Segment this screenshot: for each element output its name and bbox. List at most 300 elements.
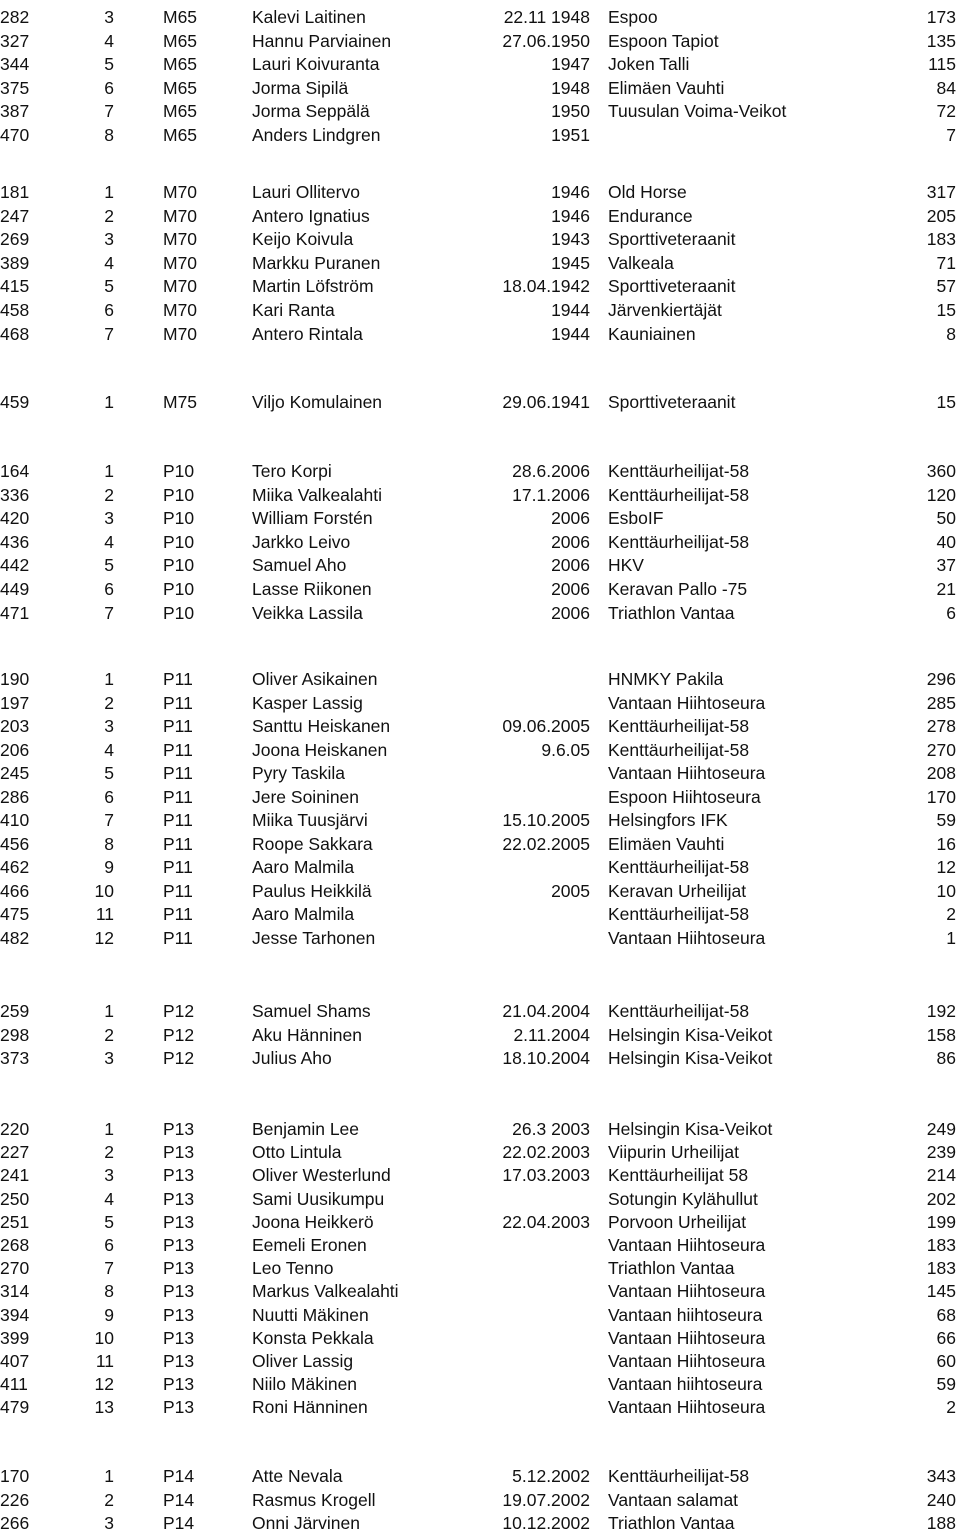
athlete-name: Lasse Riikonen bbox=[252, 579, 372, 599]
placement: 11 bbox=[95, 1351, 114, 1371]
placement: 4 bbox=[104, 30, 114, 51]
result-row bbox=[0, 77, 960, 99]
competitor-number: 282 bbox=[0, 7, 30, 27]
athlete-name: Onni Järvinen bbox=[252, 1513, 360, 1534]
age-class: M65 bbox=[163, 125, 198, 145]
club-name: Kenttäurheilijat-58 bbox=[608, 857, 750, 877]
placement: 6 bbox=[104, 786, 114, 807]
club-name: Vantaan hiihtoseura bbox=[608, 1374, 763, 1395]
birth-date: 19.07.2002 bbox=[502, 1489, 590, 1510]
athlete-name: Aku Hänninen bbox=[252, 1024, 362, 1045]
points: 57 bbox=[936, 276, 956, 297]
result-row bbox=[0, 1304, 960, 1326]
competitor-number: 270 bbox=[0, 1258, 30, 1279]
points: 40 bbox=[936, 531, 956, 552]
club-name: Triathlon Vantaa bbox=[608, 1513, 735, 1534]
placement: 13 bbox=[94, 1397, 114, 1418]
athlete-name: Aaro Malmila bbox=[252, 857, 355, 877]
birth-date: 2006 bbox=[551, 531, 590, 552]
competitor-number: 468 bbox=[0, 323, 30, 344]
club-name: Vantaan Hiihtoseura bbox=[608, 763, 766, 783]
club-name: Triathlon Vantaa bbox=[608, 602, 735, 623]
points: 84 bbox=[936, 77, 956, 98]
age-class: P10 bbox=[163, 461, 195, 481]
points: 199 bbox=[926, 1211, 956, 1232]
athlete-name: Atte Nevala bbox=[252, 1466, 343, 1486]
age-class: P10 bbox=[163, 555, 195, 576]
birth-date: 28.6.2006 bbox=[512, 461, 590, 481]
athlete-name: Oliver Asikainen bbox=[252, 669, 378, 689]
club-name: Kenttäurheilijat 58 bbox=[608, 1165, 749, 1186]
points: 183 bbox=[926, 1235, 956, 1255]
age-class: P13 bbox=[163, 1258, 195, 1279]
placement: 4 bbox=[104, 1188, 114, 1209]
club-name: Vantaan Hiihtoseura bbox=[608, 1397, 766, 1418]
points: 72 bbox=[936, 101, 956, 122]
age-class: P13 bbox=[163, 1119, 195, 1139]
result-row bbox=[0, 856, 960, 878]
age-class: M75 bbox=[163, 392, 198, 412]
competitor-number: 389 bbox=[0, 252, 30, 273]
birth-date: 22.04.2003 bbox=[502, 1211, 590, 1232]
competitor-number: 286 bbox=[0, 786, 30, 807]
placement: 7 bbox=[104, 101, 114, 122]
athlete-name: Samuel Shams bbox=[252, 1001, 371, 1021]
age-class: M70 bbox=[163, 300, 198, 320]
points: 21 bbox=[936, 579, 956, 599]
competitor-number: 479 bbox=[0, 1397, 30, 1418]
athlete-name: Julius Aho bbox=[252, 1048, 332, 1069]
athlete-name: Leo Tenno bbox=[252, 1258, 334, 1279]
club-name: Sporttiveteraanit bbox=[608, 392, 736, 412]
athlete-name: Lauri Ollitervo bbox=[252, 182, 360, 202]
points: 173 bbox=[926, 7, 956, 27]
points: 208 bbox=[926, 763, 956, 783]
athlete-name: Jere Soininen bbox=[252, 786, 360, 807]
result-row bbox=[0, 124, 960, 146]
competitor-number: 375 bbox=[0, 77, 30, 98]
club-name: Kenttäurheilijat-58 bbox=[608, 461, 750, 481]
age-class: P12 bbox=[163, 1024, 195, 1045]
result-row bbox=[0, 1465, 960, 1487]
club-name: Porvoon Urheilijat bbox=[608, 1211, 747, 1232]
athlete-name: Jesse Tarhonen bbox=[252, 927, 376, 948]
placement: 3 bbox=[104, 1513, 114, 1534]
age-class: M70 bbox=[163, 205, 198, 226]
points: 183 bbox=[926, 229, 956, 250]
club-name: Kenttäurheilijat-58 bbox=[608, 484, 750, 505]
placement: 4 bbox=[104, 739, 114, 760]
placement: 2 bbox=[104, 1024, 114, 1045]
result-row bbox=[0, 484, 960, 506]
result-row bbox=[0, 1164, 960, 1186]
result-row bbox=[0, 323, 960, 345]
birth-date: 2006 bbox=[551, 555, 590, 576]
athlete-name: Paulus Heikkilä bbox=[252, 880, 372, 901]
points: 7 bbox=[946, 125, 956, 145]
birth-date: 29.06.1941 bbox=[502, 392, 590, 412]
competitor-number: 197 bbox=[0, 692, 30, 713]
athlete-name: Kari Ranta bbox=[252, 300, 335, 320]
result-row bbox=[0, 927, 960, 949]
points: 16 bbox=[936, 833, 956, 854]
points: 37 bbox=[936, 555, 956, 576]
points: 158 bbox=[926, 1024, 956, 1045]
age-class: P13 bbox=[163, 1397, 195, 1418]
club-name: Kenttäurheilijat-58 bbox=[608, 904, 750, 924]
placement: 12 bbox=[94, 1374, 114, 1395]
points: 135 bbox=[926, 30, 956, 51]
age-class: P11 bbox=[163, 763, 193, 783]
competitor-number: 327 bbox=[0, 30, 30, 51]
competitor-number: 226 bbox=[0, 1489, 30, 1510]
age-class: P11 bbox=[163, 786, 193, 807]
age-class: P11 bbox=[163, 927, 193, 948]
result-row bbox=[0, 460, 960, 482]
points: 239 bbox=[926, 1142, 956, 1163]
points: 145 bbox=[926, 1281, 956, 1302]
points: 15 bbox=[936, 392, 956, 412]
age-class: M70 bbox=[163, 276, 198, 297]
points: 183 bbox=[926, 1258, 956, 1279]
competitor-number: 415 bbox=[0, 276, 30, 297]
competitor-number: 471 bbox=[0, 602, 30, 623]
competitor-number: 268 bbox=[0, 1235, 30, 1255]
points: 115 bbox=[928, 54, 956, 75]
athlete-name: Santtu Heiskanen bbox=[252, 716, 391, 736]
club-name: EsboIF bbox=[608, 508, 664, 529]
club-name: Viipurin Urheilijat bbox=[608, 1142, 739, 1163]
points: 343 bbox=[926, 1466, 956, 1486]
placement: 1 bbox=[104, 1001, 114, 1021]
birth-date: 2.11.2004 bbox=[513, 1024, 590, 1045]
points: 59 bbox=[936, 1374, 956, 1395]
competitor-number: 164 bbox=[0, 461, 30, 481]
points: 71 bbox=[936, 252, 956, 273]
athlete-name: Oliver Westerlund bbox=[252, 1165, 391, 1186]
age-class: P13 bbox=[163, 1142, 195, 1163]
result-row bbox=[0, 833, 960, 855]
club-name: Helsingin Kisa-Veikot bbox=[608, 1048, 773, 1069]
competitor-number: 449 bbox=[0, 579, 30, 599]
age-class: P11 bbox=[163, 904, 193, 924]
club-name: Vantaan Hiihtoseura bbox=[608, 1235, 766, 1255]
placement: 9 bbox=[104, 1304, 114, 1325]
points: 59 bbox=[936, 810, 956, 830]
club-name: Järvenkiertäjät bbox=[608, 300, 722, 320]
points: 270 bbox=[926, 739, 956, 760]
athlete-name: Miika Tuusjärvi bbox=[252, 810, 368, 830]
points: 86 bbox=[936, 1048, 956, 1069]
result-row bbox=[0, 809, 960, 831]
competitor-number: 190 bbox=[0, 669, 30, 689]
athlete-name: Niilo Mäkinen bbox=[252, 1374, 358, 1395]
birth-date: 15.10.2005 bbox=[502, 810, 590, 830]
club-name: Tuusulan Voima-Veikot bbox=[608, 101, 787, 122]
club-name: Vantaan hiihtoseura bbox=[608, 1304, 763, 1325]
result-row bbox=[0, 1000, 960, 1022]
points: 214 bbox=[926, 1165, 956, 1186]
competitor-number: 220 bbox=[0, 1119, 30, 1139]
points: 66 bbox=[936, 1327, 956, 1348]
result-row bbox=[0, 1489, 960, 1511]
athlete-name: Kasper Lassig bbox=[252, 692, 363, 713]
competitor-number: 206 bbox=[0, 739, 30, 760]
result-row bbox=[0, 1373, 960, 1395]
competitor-number: 420 bbox=[0, 508, 30, 529]
placement: 7 bbox=[104, 323, 114, 344]
club-name: HKV bbox=[608, 555, 644, 576]
age-class: P11 bbox=[163, 810, 193, 830]
birth-date: 21.04.2004 bbox=[502, 1001, 590, 1021]
result-row bbox=[0, 275, 960, 297]
competitor-number: 259 bbox=[0, 1001, 30, 1021]
birth-date: 1951 bbox=[551, 125, 590, 145]
age-class: M65 bbox=[163, 101, 198, 122]
placement: 2 bbox=[104, 692, 114, 713]
club-name: Helsingfors IFK bbox=[608, 810, 728, 830]
age-class: P10 bbox=[163, 579, 195, 599]
club-name: Elimäen Vauhti bbox=[608, 77, 725, 98]
result-row bbox=[0, 30, 960, 52]
birth-date: 18.04.1942 bbox=[502, 276, 590, 297]
age-class: P13 bbox=[163, 1165, 195, 1186]
birth-date: 17.1.2006 bbox=[512, 484, 590, 505]
club-name: Helsingin Kisa-Veikot bbox=[608, 1119, 773, 1139]
placement: 5 bbox=[104, 1211, 114, 1232]
competitor-number: 227 bbox=[0, 1142, 30, 1163]
placement: 4 bbox=[104, 531, 114, 552]
club-name: Triathlon Vantaa bbox=[608, 1258, 735, 1279]
points: 2 bbox=[946, 1397, 956, 1418]
placement: 11 bbox=[95, 904, 114, 924]
competitor-number: 442 bbox=[0, 555, 30, 576]
competitor-number: 394 bbox=[0, 1304, 30, 1325]
athlete-name: Oliver Lassig bbox=[252, 1351, 354, 1371]
competitor-number: 459 bbox=[0, 392, 30, 412]
birth-date: 26.3 2003 bbox=[512, 1119, 590, 1139]
result-row bbox=[0, 668, 960, 690]
athlete-name: Martin Löfström bbox=[252, 276, 374, 297]
athlete-name: Pyry Taskila bbox=[252, 763, 346, 783]
athlete-name: Markku Puranen bbox=[252, 252, 381, 273]
placement: 1 bbox=[104, 182, 114, 202]
placement: 3 bbox=[104, 508, 114, 529]
birth-date: 2006 bbox=[551, 579, 590, 599]
points: 120 bbox=[926, 484, 956, 505]
competitor-number: 269 bbox=[0, 229, 30, 250]
result-row bbox=[0, 181, 960, 203]
birth-date: 1944 bbox=[551, 300, 590, 320]
age-class: M65 bbox=[163, 7, 198, 27]
club-name: Vantaan Hiihtoseura bbox=[608, 692, 766, 713]
competitor-number: 344 bbox=[0, 54, 30, 75]
club-name: Kenttäurheilijat-58 bbox=[608, 739, 750, 760]
result-row bbox=[0, 391, 960, 413]
placement: 3 bbox=[104, 7, 114, 27]
result-row bbox=[0, 1350, 960, 1372]
points: 278 bbox=[926, 716, 956, 736]
birth-date: 1944 bbox=[551, 323, 590, 344]
competitor-number: 251 bbox=[0, 1211, 30, 1232]
age-class: P10 bbox=[163, 602, 195, 623]
age-class: P13 bbox=[163, 1304, 195, 1325]
birth-date: 17.03.2003 bbox=[502, 1165, 590, 1186]
competitor-number: 411 bbox=[0, 1374, 28, 1395]
club-name: Vantaan salamat bbox=[608, 1489, 739, 1510]
result-row bbox=[0, 1327, 960, 1349]
result-row bbox=[0, 602, 960, 624]
age-class: P11 bbox=[163, 857, 193, 877]
competitor-number: 314 bbox=[0, 1281, 30, 1302]
age-class: P11 bbox=[163, 692, 193, 713]
placement: 5 bbox=[104, 555, 114, 576]
athlete-name: Jorma Seppälä bbox=[252, 101, 370, 122]
points: 296 bbox=[926, 669, 956, 689]
competitor-number: 298 bbox=[0, 1024, 30, 1045]
club-name: Vantaan Hiihtoseura bbox=[608, 1351, 766, 1371]
points: 170 bbox=[926, 786, 956, 807]
placement: 5 bbox=[104, 763, 114, 783]
athlete-name: Joona Heiskanen bbox=[252, 739, 388, 760]
placement: 9 bbox=[104, 857, 114, 877]
result-row bbox=[0, 1396, 960, 1418]
birth-date: 2005 bbox=[551, 880, 590, 901]
points: 8 bbox=[946, 323, 956, 344]
age-class: M70 bbox=[163, 182, 198, 202]
placement: 5 bbox=[104, 276, 114, 297]
result-row bbox=[0, 880, 960, 902]
result-row bbox=[0, 252, 960, 274]
birth-date: 1945 bbox=[551, 252, 590, 273]
competitor-number: 373 bbox=[0, 1048, 30, 1069]
result-row bbox=[0, 1257, 960, 1279]
age-class: P13 bbox=[163, 1374, 195, 1395]
age-class: M70 bbox=[163, 323, 198, 344]
result-row bbox=[0, 692, 960, 714]
competitor-number: 466 bbox=[0, 880, 30, 901]
result-row bbox=[0, 299, 960, 321]
placement: 6 bbox=[104, 77, 114, 98]
placement: 4 bbox=[104, 252, 114, 273]
athlete-name: Jarkko Leivo bbox=[252, 531, 351, 552]
birth-date: 10.12.2002 bbox=[502, 1513, 590, 1534]
athlete-name: Eemeli Eronen bbox=[252, 1235, 367, 1255]
athlete-name: Kalevi Laitinen bbox=[252, 7, 366, 27]
age-class: P14 bbox=[163, 1513, 195, 1534]
club-name: Espoon Tapiot bbox=[608, 30, 719, 51]
athlete-name: Rasmus Krogell bbox=[252, 1489, 376, 1510]
placement: 5 bbox=[104, 54, 114, 75]
club-name: Keravan Urheilijat bbox=[608, 880, 747, 901]
points: 2 bbox=[946, 904, 956, 924]
placement: 6 bbox=[104, 300, 114, 320]
points: 192 bbox=[926, 1001, 956, 1021]
points: 6 bbox=[946, 602, 956, 623]
athlete-name: Antero Ignatius bbox=[252, 205, 370, 226]
athlete-name: Aaro Malmila bbox=[252, 904, 355, 924]
age-class: P12 bbox=[163, 1001, 195, 1021]
competitor-number: 436 bbox=[0, 531, 30, 552]
competitor-number: 458 bbox=[0, 300, 30, 320]
age-class: M65 bbox=[163, 77, 198, 98]
placement: 3 bbox=[104, 1048, 114, 1069]
points: 317 bbox=[926, 182, 956, 202]
club-name: Espoo bbox=[608, 7, 658, 27]
athlete-name: Otto Lintula bbox=[252, 1142, 342, 1163]
placement: 6 bbox=[104, 1235, 114, 1255]
age-class: P13 bbox=[163, 1327, 195, 1348]
birth-date: 1946 bbox=[551, 205, 590, 226]
birth-date: 22.11 1948 bbox=[503, 7, 590, 27]
placement: 8 bbox=[104, 833, 114, 854]
placement: 6 bbox=[104, 579, 114, 599]
points: 68 bbox=[936, 1304, 956, 1325]
placement: 1 bbox=[104, 461, 114, 481]
placement: 8 bbox=[104, 125, 114, 145]
age-class: P12 bbox=[163, 1048, 195, 1069]
club-name: Sotungin Kylähullut bbox=[608, 1188, 758, 1209]
athlete-name: Samuel Aho bbox=[252, 555, 347, 576]
athlete-name: Roni Hänninen bbox=[252, 1397, 368, 1418]
club-name: Joken Talli bbox=[608, 54, 690, 75]
club-name: Helsingin Kisa-Veikot bbox=[608, 1024, 773, 1045]
placement: 1 bbox=[104, 669, 114, 689]
points: 60 bbox=[936, 1351, 956, 1371]
club-name: Kenttäurheilijat-58 bbox=[608, 1001, 750, 1021]
result-row bbox=[0, 739, 960, 761]
birth-date: 1950 bbox=[551, 101, 590, 122]
birth-date: 1946 bbox=[551, 182, 590, 202]
points: 360 bbox=[926, 461, 956, 481]
age-class: P14 bbox=[163, 1466, 195, 1486]
competitor-number: 336 bbox=[0, 484, 30, 505]
competitor-number: 399 bbox=[0, 1327, 30, 1348]
club-name: Vantaan Hiihtoseura bbox=[608, 1327, 766, 1348]
points: 249 bbox=[926, 1119, 956, 1139]
age-class: P11 bbox=[163, 716, 193, 736]
points: 285 bbox=[926, 692, 956, 713]
placement: 3 bbox=[104, 716, 114, 736]
competitor-number: 482 bbox=[0, 927, 30, 948]
placement: 2 bbox=[104, 484, 114, 505]
athlete-name: Jorma Sipilä bbox=[252, 77, 349, 98]
athlete-name: Hannu Parviainen bbox=[252, 30, 392, 51]
competitor-number: 241 bbox=[0, 1165, 30, 1186]
age-class: M65 bbox=[163, 54, 198, 75]
age-class: P11 bbox=[163, 833, 193, 854]
birth-date: 9.6.05 bbox=[541, 739, 590, 760]
club-name: Endurance bbox=[608, 205, 693, 226]
result-row bbox=[0, 531, 960, 553]
points: 240 bbox=[926, 1489, 956, 1510]
age-class: P11 bbox=[163, 880, 193, 901]
age-class: P10 bbox=[163, 508, 195, 529]
birth-date: 1948 bbox=[551, 77, 590, 98]
result-row bbox=[0, 1188, 960, 1210]
result-row bbox=[0, 1118, 960, 1140]
placement: 1 bbox=[104, 1466, 114, 1486]
athlete-name: Antero Rintala bbox=[252, 323, 363, 344]
age-class: P11 bbox=[163, 669, 193, 689]
points: 205 bbox=[926, 205, 956, 226]
club-name: Vantaan Hiihtoseura bbox=[608, 1281, 766, 1302]
club-name: Old Horse bbox=[608, 182, 687, 202]
placement: 7 bbox=[104, 602, 114, 623]
placement: 1 bbox=[104, 1119, 114, 1139]
competitor-number: 407 bbox=[0, 1351, 30, 1371]
age-class: P13 bbox=[163, 1211, 195, 1232]
